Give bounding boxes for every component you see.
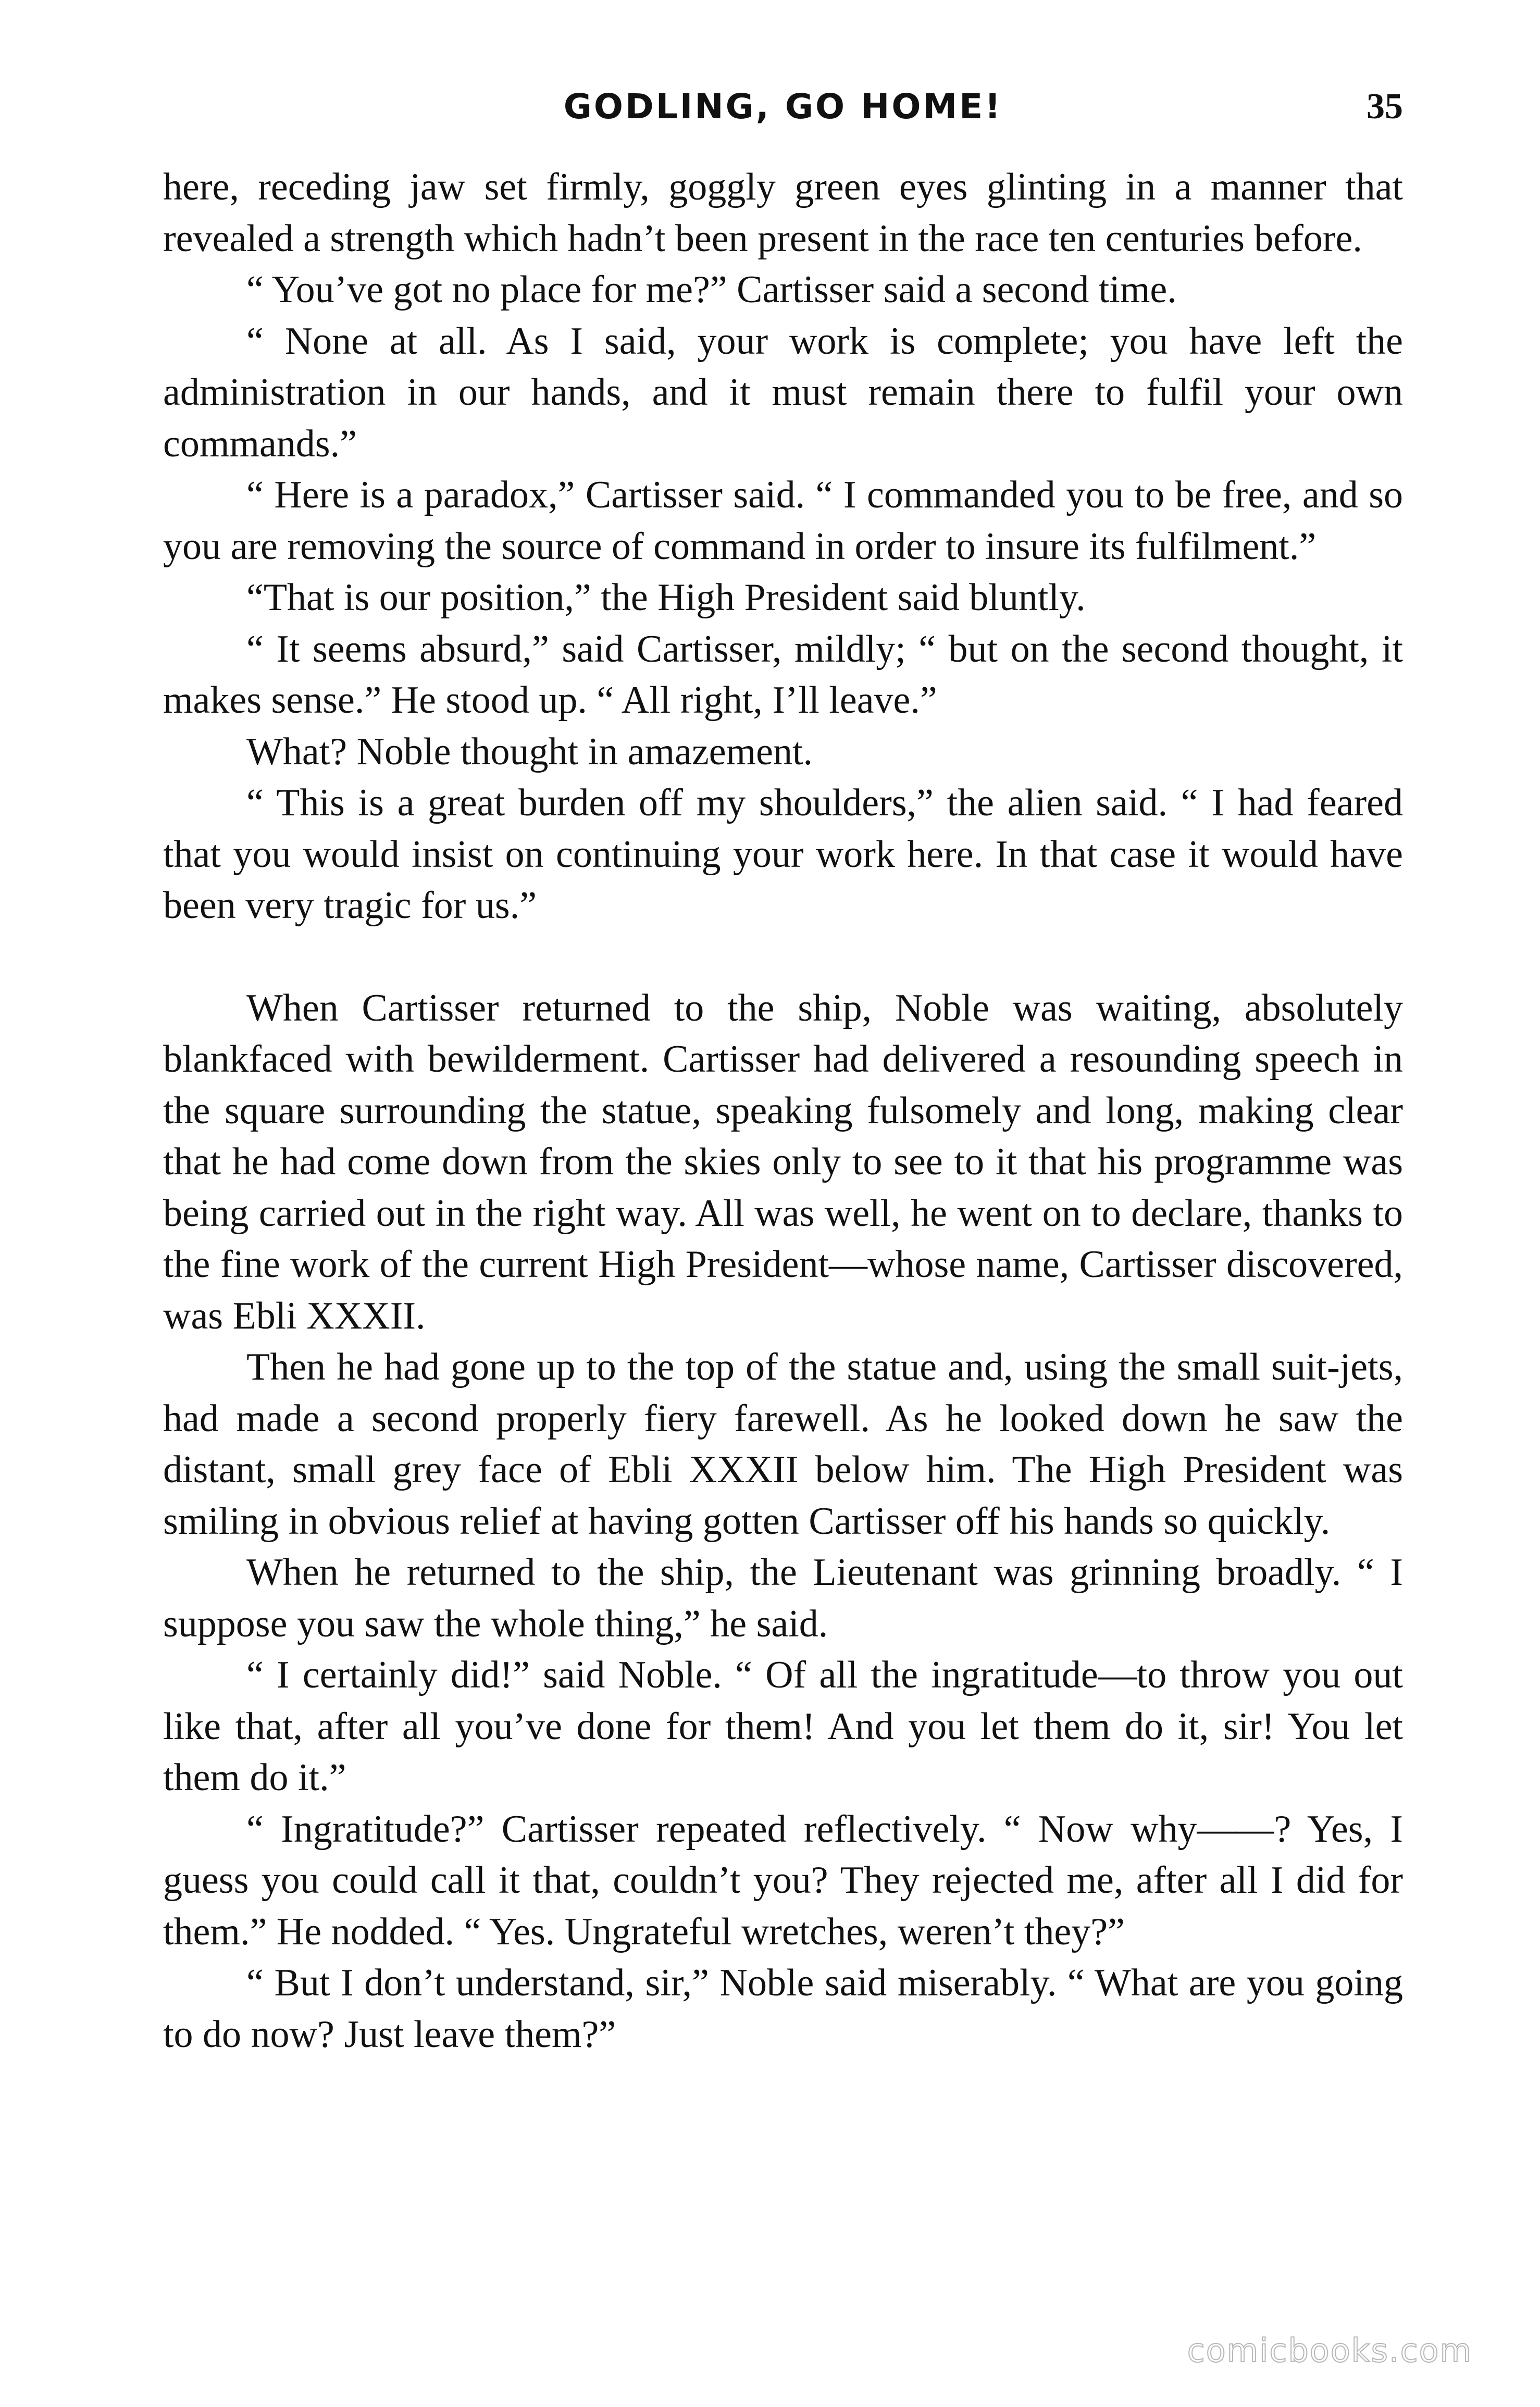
paragraph-11: When he returned to the ship, the Lieutenant was grinning broadly. “ I suppose you saw the whole thing,” he said. — [163, 1551, 1403, 1645]
paragraph-1: here, receding jaw set firmly, goggly green eyes glinting in a manner that revealed a strength which hadn’t been present in the race ten centuries before. — [163, 166, 1403, 260]
paragraph-3: “ None at all. As I said, your work is complete; you have left the administration in our hands, and it must remain there to fulfil your own commands.” — [163, 319, 1403, 465]
paragraph-13: “ Ingratitude?” Cartisser repeated reflectively. “ Now why——? Yes, I guess you could call it that, couldn’t you? They rejected me, after all I did for them.” He nodded. “ Yes. Ungrateful wretches, weren’t they?” — [163, 1807, 1403, 1953]
paragraph-4: “ Here is a paradox,” Cartisser said. “ I commanded you to be free, and so you are removing the source of command in order to insure its fulfilment.” — [163, 474, 1403, 568]
paragraph-8: “ This is a great burden off my shoulders,” the alien said. “ I had feared that you would insist on continuing your work here. In that case it would have been very tragic for us.” — [163, 781, 1403, 927]
page-header — [163, 78, 1403, 135]
paragraph-9: When Cartisser returned to the ship, Noble was waiting, absolutely blankfaced with bewilderment. Cartisser had delivered a resounding speech in the square surrounding the statue, speaking fulsomely and long, making clear that he had come down from the skies only to see to it that his programme was being carried out in the right way. All was well, he went on to declare, thanks to the fine work of the current High President—whose name, Cartisser discovered, was Ebli XXXII. — [163, 986, 1403, 1337]
paragraph-12: “ I certainly did!” said Noble. “ Of all the ingratitude—to throw you out like that, after all you’ve done for them! And you let them do it, sir! You let them do it.” — [163, 1654, 1403, 1799]
page-number: 35 — [1367, 86, 1403, 127]
running-title: GODLING, GO HOME! — [563, 86, 1003, 127]
paragraph-5: “That is our position,” the High President said bluntly. — [246, 576, 1086, 619]
body-text — [163, 162, 1403, 2060]
watermark: comicbooks.com — [1187, 2331, 1472, 2369]
paragraph-14: “ But I don’t understand, sir,” Noble said miserably. “ What are you going to do now? Just leave them?” — [163, 1962, 1403, 2056]
paragraph-6: “ It seems absurd,” said Cartisser, mildly; “ but on the second thought, it makes sense.” He stood up. “ All right, I’ll leave.” — [163, 627, 1403, 722]
paragraph-7: What? Noble thought in amazement. — [246, 730, 813, 773]
paragraph-2: “ You’ve got no place for me?” Cartisser said a second time. — [246, 268, 1177, 311]
paragraph-10: Then he had gone up to the top of the statue and, using the small suit-jets, had made a second properly fiery farewell. As he looked down he saw the distant, small grey face of Ebli XXXII below him. The High President was smiling in obvious relief at having gotten Cartisser off his hands so quickly. — [163, 1346, 1403, 1543]
